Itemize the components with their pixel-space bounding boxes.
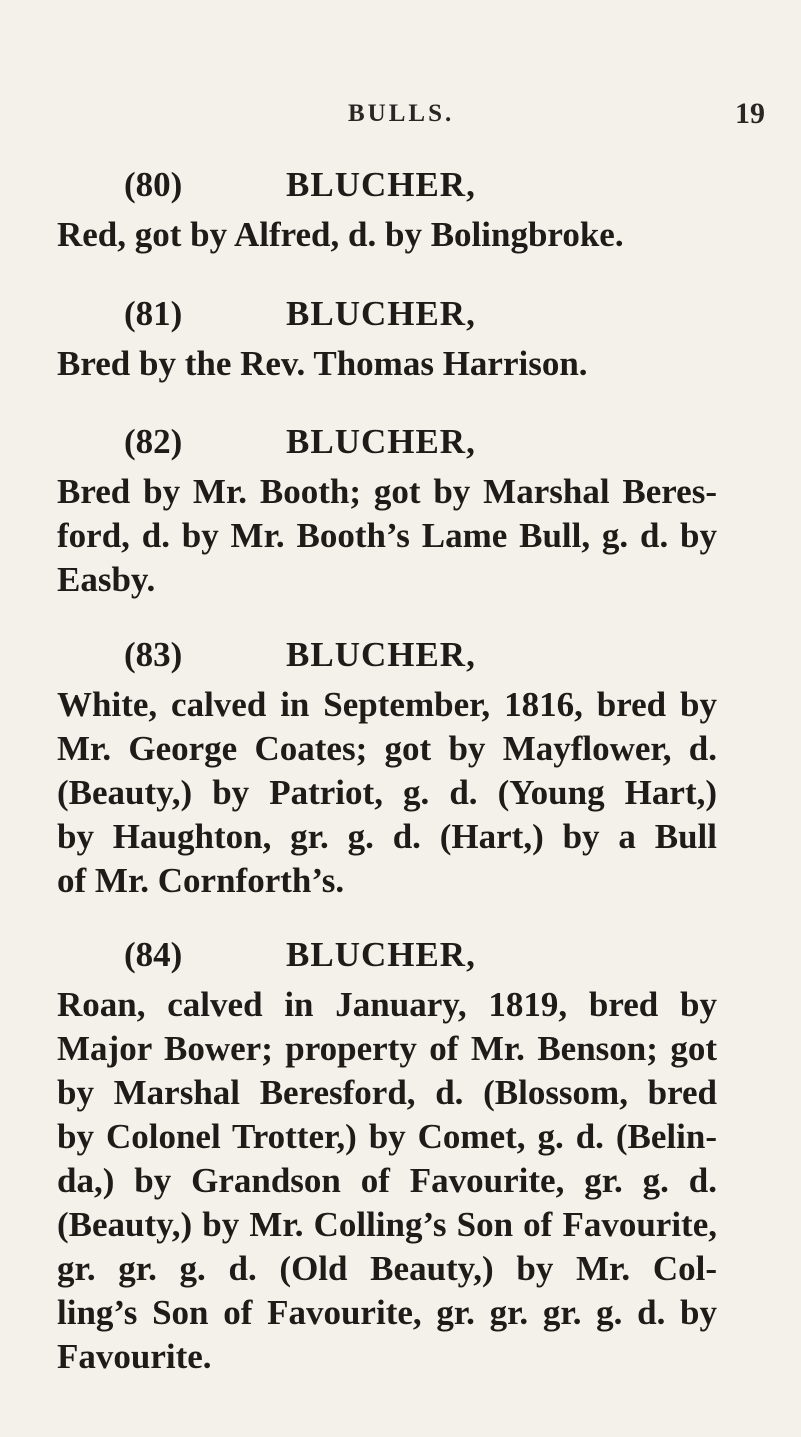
entry-description	[57, 213, 717, 257]
entry-line: (Beauty,) by Patriot, g. d. (Young Hart,)	[57, 773, 717, 812]
entry-heading	[0, 165, 801, 211]
entry-line: of Mr. Cornforth’s.	[57, 861, 345, 900]
entry-name: BLUCHER,	[286, 165, 476, 204]
entry-line: Mr. George Coates; got by Mayflower, d.	[57, 729, 717, 768]
entry-line: Easby.	[57, 560, 156, 599]
entry-line: by Colonel Trotter,) by Comet, g. d. (Belin-	[57, 1117, 717, 1156]
entry-line: Red, got by Alfred, d. by Bolingbroke.	[57, 215, 624, 254]
entry-number: (83)	[124, 635, 183, 674]
entry-name: BLUCHER,	[286, 935, 476, 974]
entry-line: Major Bower; property of Mr. Benson; got	[57, 1029, 717, 1068]
entry-number: (80)	[124, 165, 183, 204]
entry-line: ling’s Son of Favourite, gr. gr. gr. g. d. by	[57, 1293, 717, 1332]
entry-line: Favourite.	[57, 1337, 212, 1376]
entry-line: Bred by Mr. Booth; got by Marshal Beres-	[57, 472, 717, 511]
entry-description	[57, 342, 717, 386]
page-number: 19	[735, 97, 765, 130]
entry-line: (Beauty,) by Mr. Colling’s Son of Favourite,	[57, 1205, 717, 1244]
entry-name: BLUCHER,	[286, 422, 476, 461]
entry-line: Bred by the Rev. Thomas Harrison.	[57, 344, 588, 383]
entry-line: gr. gr. g. d. (Old Beauty,) by Mr. Col-	[57, 1249, 717, 1288]
running-title: BULLS.	[348, 100, 455, 127]
entry-line: by Haughton, gr. g. d. (Hart,) by a Bull	[57, 817, 717, 856]
entry-description	[57, 470, 717, 602]
entry-name: BLUCHER,	[286, 635, 476, 674]
entry-description	[57, 683, 717, 903]
entry-line: by Marshal Beresford, d. (Blossom, bred	[57, 1073, 717, 1112]
entry-line: da,) by Grandson of Favourite, gr. g. d.	[57, 1161, 717, 1200]
entry-line: ford, d. by Mr. Booth’s Lame Bull, g. d. by	[57, 516, 717, 555]
entry-number: (81)	[124, 294, 183, 333]
entry-heading	[0, 935, 801, 981]
entry-heading	[0, 635, 801, 681]
entry-description	[57, 983, 717, 1379]
entry-name: BLUCHER,	[286, 294, 476, 333]
entry-line: Roan, calved in January, 1819, bred by	[57, 985, 717, 1024]
entry-heading	[0, 422, 801, 468]
entry-number: (84)	[124, 935, 183, 974]
entry-line: White, calved in September, 1816, bred by	[57, 685, 717, 724]
entry-number: (82)	[124, 422, 183, 461]
entry-heading	[0, 294, 801, 340]
running-head	[0, 97, 801, 140]
